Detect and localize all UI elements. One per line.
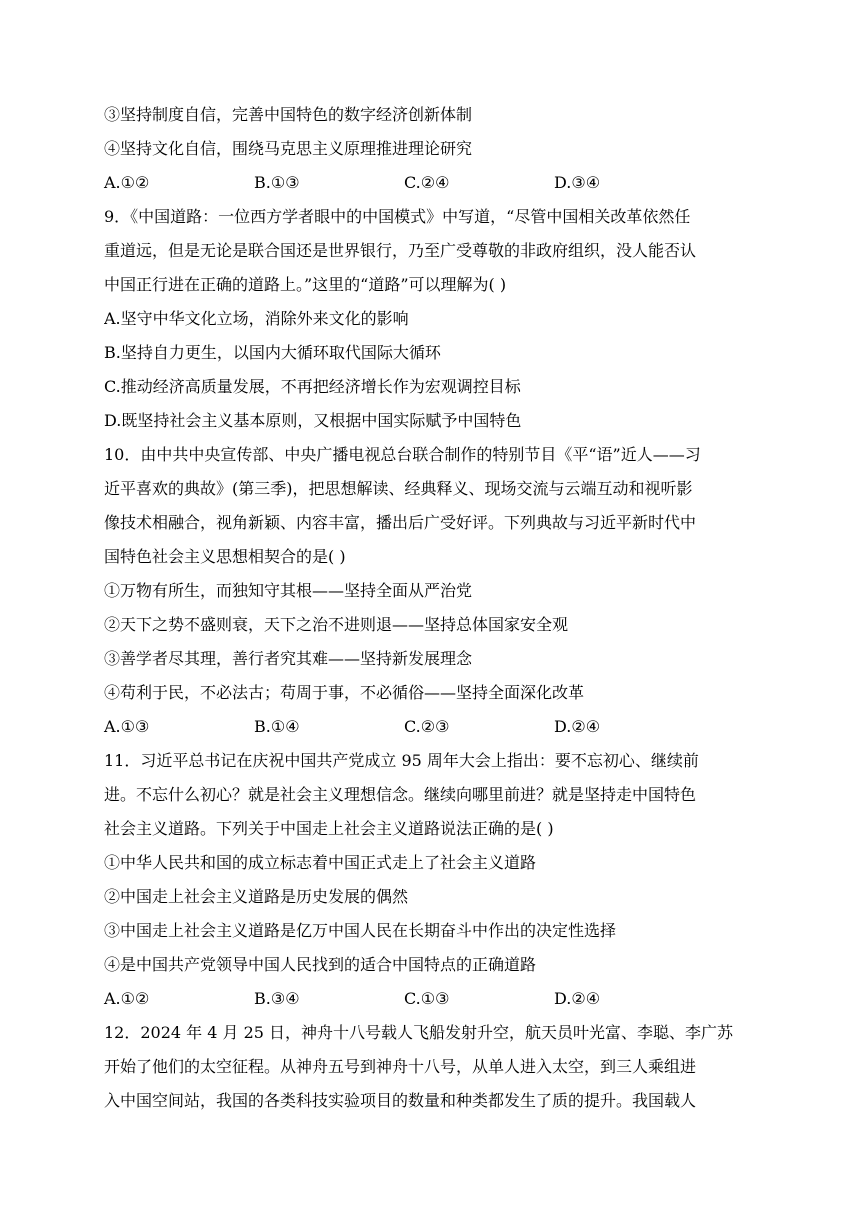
exam-page [104, 98, 754, 1118]
question-stem: 近平喜欢的典故》(第三季)，把思想解读、经典释义、现场交流与云端互动和视听影 [104, 479, 693, 498]
option-c: C.②③ [404, 717, 450, 736]
question-stem: 社会主义道路。下列关于中国走上社会主义道路说法正确的是( ) [104, 819, 554, 838]
statement-item: ③善学者尽其理，善行者究其难——坚持新发展理念 [104, 649, 473, 668]
question-11 [104, 744, 754, 1016]
option-b: B.③④ [254, 989, 300, 1008]
statement-item: ③坚持制度自信，完善中国特色的数字经济创新体制 [104, 105, 473, 124]
question-9 [104, 200, 754, 438]
question-stem: 开始了他们的太空征程。从神舟五号到神舟十八号，从单人进入太空，到三人乘组进 [104, 1057, 697, 1076]
question-stem: 进。不忘什么初心？就是社会主义理想信念。继续向哪里前进？就是坚持走中国特色 [104, 785, 697, 804]
question-stem: 国特色社会主义思想相契合的是( ) [104, 547, 346, 566]
question-stem: 像技术相融合，视角新颖、内容丰富，播出后广受好评。下列典故与习近平新时代中 [104, 513, 697, 532]
question-stem: 重道远，但是无论是联合国还是世界银行，乃至广受尊敬的非政府组织，没人能否认 [104, 241, 697, 260]
option-d: D.③④ [554, 173, 601, 192]
choice-d: D.既坚持社会主义基本原则，又根据中国实际赋予中国特色 [104, 411, 522, 430]
question-stem: 中国正行进在正确的道路上。”这里的“道路”可以理解为( ) [104, 275, 507, 294]
statement-item: ④是中国共产党领导中国人民找到的适合中国特点的正确道路 [104, 955, 537, 974]
option-c: C.①③ [404, 989, 450, 1008]
statement-item: ①中华人民共和国的成立标志着中国正式走上了社会主义道路 [104, 853, 537, 872]
question-stem: 12．2024 年 4 月 25 日，神舟十八号载人飞船发射升空，航天员叶光富、李聪、李广苏 [104, 1023, 734, 1042]
option-d: D.②④ [554, 989, 601, 1008]
question-stem: 10．由中共中央宣传部、中央广播电视总台联合制作的特别节目《平“语”近人——习 [104, 445, 701, 464]
option-a: A.①② [104, 173, 150, 192]
answer-options [104, 982, 754, 1016]
choice-b: B.坚持自力更生，以国内大循环取代国际大循环 [104, 343, 441, 362]
question-8-tail [104, 98, 754, 200]
question-stem: 入中国空间站，我国的各类科技实验项目的数量和种类都发生了质的提升。我国载人 [104, 1091, 697, 1110]
option-d: D.②④ [554, 717, 601, 736]
statement-item: ②天下之势不盛则衰，天下之治不进则退——坚持总体国家安全观 [104, 615, 569, 634]
option-c: C.②④ [404, 173, 450, 192]
choice-c: C.推动经济高质量发展，不再把经济增长作为宏观调控目标 [104, 377, 521, 396]
option-a: A.①③ [104, 717, 150, 736]
statement-item: ④坚持文化自信，围绕马克思主义原理推进理论研究 [104, 139, 473, 158]
question-10 [104, 438, 754, 744]
choice-a: A.坚守中华文化立场，消除外来文化的影响 [104, 309, 409, 328]
option-b: B.①③ [254, 173, 300, 192]
statement-item: ④苟利于民，不必法古；苟周于事，不必循俗——坚持全面深化改革 [104, 683, 585, 702]
statement-item: ①万物有所生，而独知守其根——坚持全面从严治党 [104, 581, 473, 600]
question-12 [104, 1016, 754, 1118]
statement-item: ③中国走上社会主义道路是亿万中国人民在长期奋斗中作出的决定性选择 [104, 921, 617, 940]
answer-options [104, 166, 754, 200]
statement-item: ②中国走上社会主义道路是历史发展的偶然 [104, 887, 409, 906]
option-a: A.①② [104, 989, 150, 1008]
question-stem: 11．习近平总书记在庆祝中国共产党成立 95 周年大会上指出：要不忘初心、继续前 [104, 751, 699, 770]
option-b: B.①④ [254, 717, 300, 736]
answer-options [104, 710, 754, 744]
question-stem: 9．《中国道路：一位西方学者眼中的中国模式》中写道，“尽管中国相关改革依然任 [104, 207, 691, 226]
